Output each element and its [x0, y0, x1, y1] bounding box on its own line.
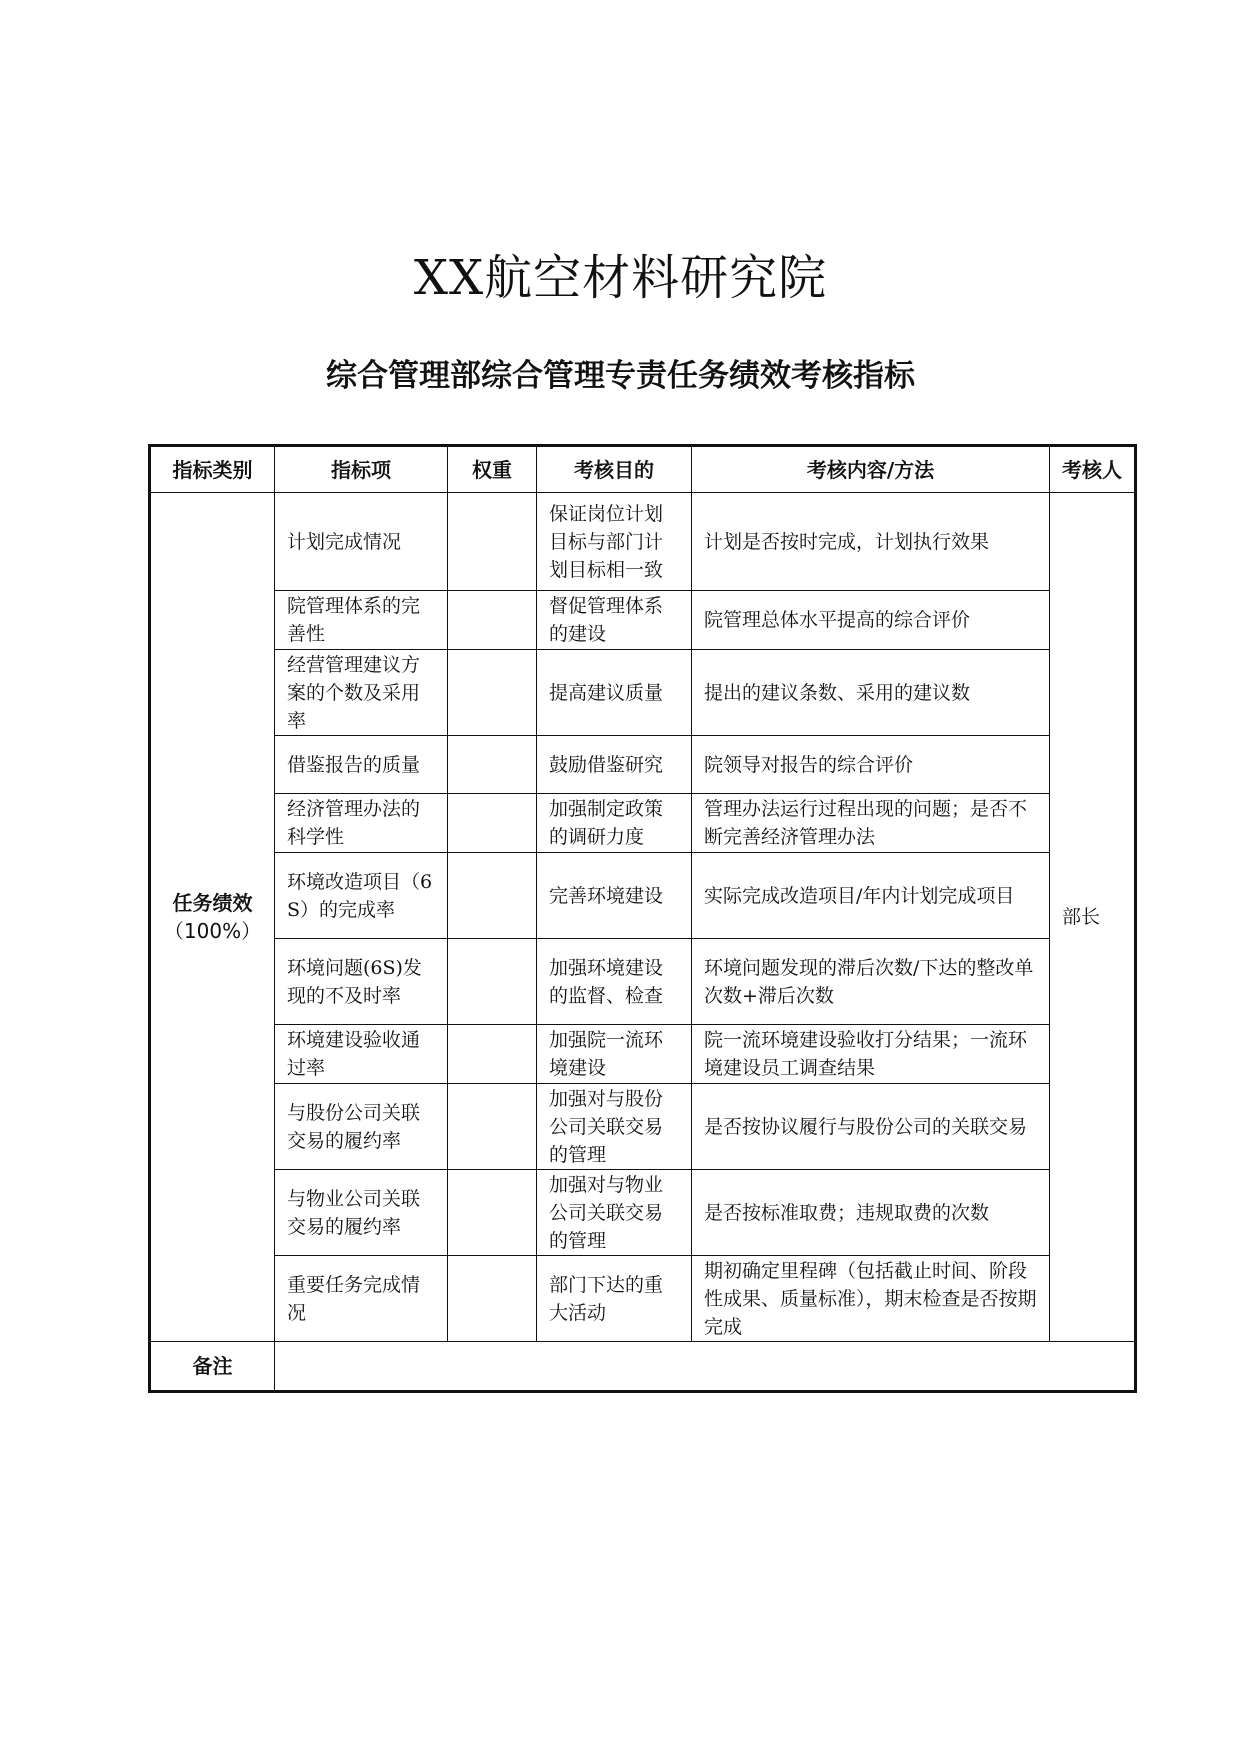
column-header-reviewer: 考核人 — [1050, 446, 1136, 493]
category-label: 任务绩效 — [172, 891, 253, 915]
content-cell: 环境问题发现的滞后次数/下达的整改单次数+滞后次数 — [692, 939, 1050, 1025]
purpose-cell: 加强环境建设的监督、检查 — [537, 939, 692, 1025]
purpose-cell: 加强院一流环境建设 — [537, 1025, 692, 1084]
weight-cell — [448, 493, 537, 591]
table-row — [150, 1084, 1136, 1170]
org-title: XX航空材料研究院 — [413, 250, 828, 306]
purpose-cell: 督促管理体系的建设 — [537, 591, 692, 650]
category-weight: （100%） — [163, 919, 262, 943]
column-header-weight: 权重 — [448, 446, 537, 493]
table-row — [150, 1256, 1136, 1342]
table-row — [150, 853, 1136, 939]
purpose-cell: 完善环境建设 — [537, 853, 692, 939]
indicator-item: 环境改造项目（6S）的完成率 — [275, 853, 448, 939]
indicator-item: 重要任务完成情况 — [275, 1256, 448, 1342]
table-row — [150, 939, 1136, 1025]
table-row — [150, 1025, 1136, 1084]
indicator-item: 与物业公司关联交易的履约率 — [275, 1170, 448, 1256]
indicator-item: 环境建设验收通过率 — [275, 1025, 448, 1084]
table-row — [150, 1170, 1136, 1256]
indicator-item: 计划完成情况 — [275, 493, 448, 591]
purpose-cell: 加强对与股份公司关联交易的管理 — [537, 1084, 692, 1170]
weight-cell — [448, 650, 537, 736]
indicator-item: 环境问题(6S)发现的不及时率 — [275, 939, 448, 1025]
indicator-item: 与股份公司关联交易的履约率 — [275, 1084, 448, 1170]
weight-cell — [448, 939, 537, 1025]
weight-cell — [448, 853, 537, 939]
table-row — [150, 650, 1136, 736]
weight-cell — [448, 1256, 537, 1342]
purpose-cell: 加强制定政策的调研力度 — [537, 794, 692, 853]
content-cell: 实际完成改造项目/年内计划完成项目 — [692, 853, 1050, 939]
weight-cell — [448, 736, 537, 794]
indicator-item: 经营管理建议方案的个数及采用率 — [275, 650, 448, 736]
remarks-label: 备注 — [150, 1342, 275, 1392]
purpose-cell: 加强对与物业公司关联交易的管理 — [537, 1170, 692, 1256]
weight-cell — [448, 1025, 537, 1084]
content-cell: 是否按标准取费；违规取费的次数 — [692, 1170, 1050, 1256]
table-row — [150, 591, 1136, 650]
indicator-item: 借鉴报告的质量 — [275, 736, 448, 794]
weight-cell — [448, 794, 537, 853]
purpose-cell: 保证岗位计划目标与部门计划目标相一致 — [537, 493, 692, 591]
table-row — [150, 493, 1136, 591]
indicator-item: 院管理体系的完善性 — [275, 591, 448, 650]
weight-cell — [448, 591, 537, 650]
content-cell: 管理办法运行过程出现的问题；是否不断完善经济管理办法 — [692, 794, 1050, 853]
indicator-item: 经济管理办法的科学性 — [275, 794, 448, 853]
content-cell: 院一流环境建设验收打分结果；一流环境建设员工调查结果 — [692, 1025, 1050, 1084]
reviewer-cell: 部长 — [1050, 493, 1136, 1342]
remarks-cell — [275, 1342, 1136, 1392]
content-cell: 院管理总体水平提高的综合评价 — [692, 591, 1050, 650]
content-cell: 期初确定里程碑（包括截止时间、阶段性成果、质量标准），期末检查是否按期完成 — [692, 1256, 1050, 1342]
column-header-category: 指标类别 — [150, 446, 275, 493]
purpose-cell: 鼓励借鉴研究 — [537, 736, 692, 794]
content-cell: 院领导对报告的综合评价 — [692, 736, 1050, 794]
document-title: 综合管理部综合管理专责任务绩效考核指标 — [326, 358, 915, 394]
purpose-cell: 提高建议质量 — [537, 650, 692, 736]
content-cell: 计划是否按时完成，计划执行效果 — [692, 493, 1050, 591]
column-header-purpose: 考核目的 — [537, 446, 692, 493]
remarks-row — [150, 1342, 1136, 1392]
weight-cell — [448, 1084, 537, 1170]
content-cell: 是否按协议履行与股份公司的关联交易 — [692, 1084, 1050, 1170]
category-cell — [150, 493, 275, 1342]
table-row — [150, 736, 1136, 794]
column-header-item: 指标项 — [275, 446, 448, 493]
table-header-row — [150, 446, 1136, 493]
purpose-cell: 部门下达的重大活动 — [537, 1256, 692, 1342]
table-row — [150, 794, 1136, 853]
kpi-table — [148, 444, 1137, 1393]
content-cell: 提出的建议条数、采用的建议数 — [692, 650, 1050, 736]
column-header-content: 考核内容/方法 — [692, 446, 1050, 493]
weight-cell — [448, 1170, 537, 1256]
